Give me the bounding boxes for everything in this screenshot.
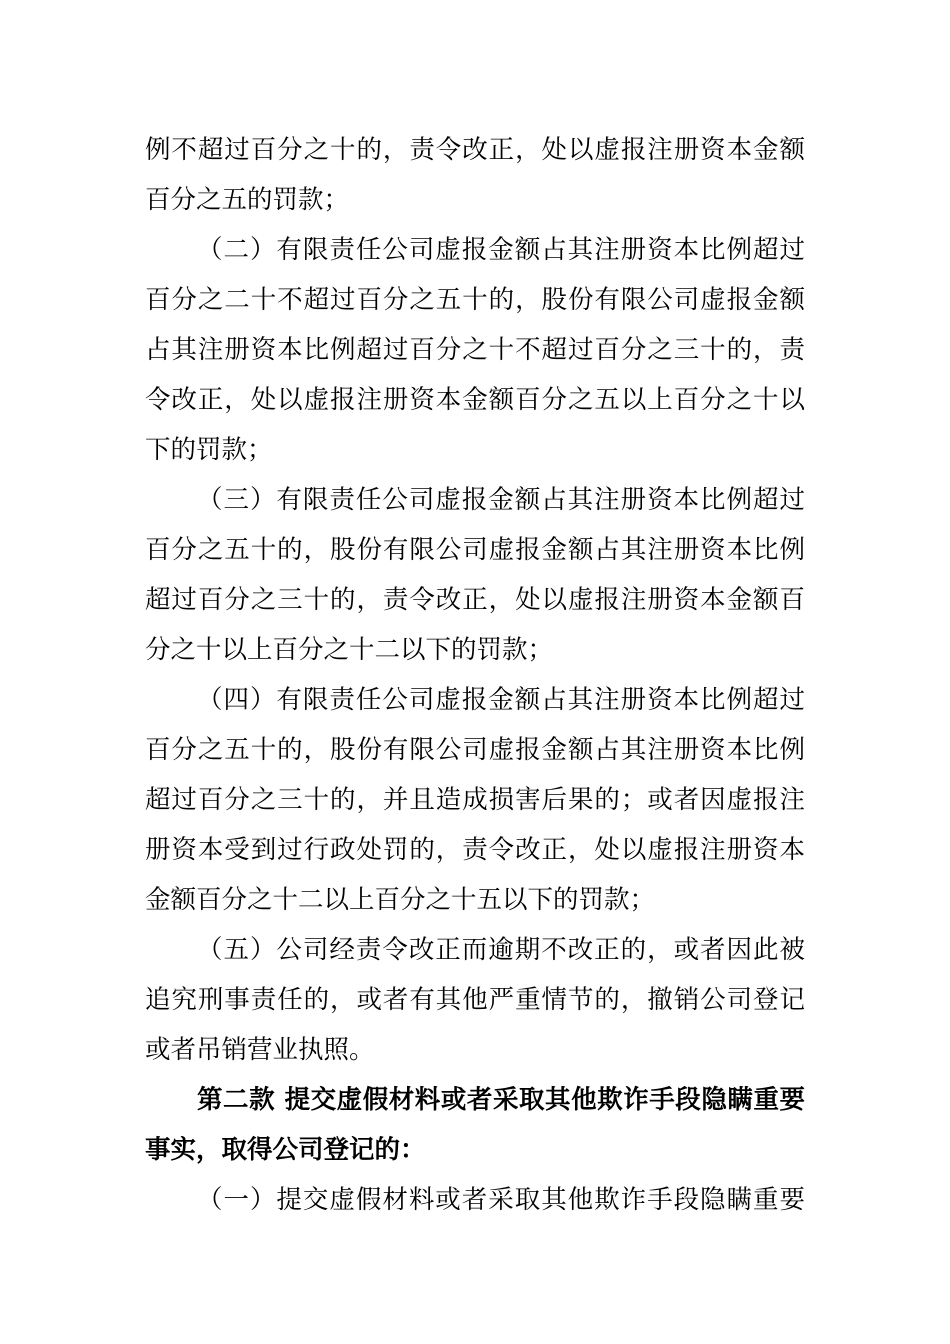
text-line: 或者吊销营业执照。: [145, 1035, 375, 1065]
text-line: 下的罚款；: [145, 435, 273, 465]
paragraph: [145, 475, 805, 675]
text-line: 册资本受到过行政处罚的，责令改正，处以虚报注册资本: [145, 835, 805, 865]
text-line: 第二款 提交虚假材料或者采取其他欺诈手段隐瞒重要: [197, 1085, 805, 1115]
paragraph: [145, 225, 805, 475]
text-line: 百分之二十不超过百分之五十的，股份有限公司虚报金额: [145, 285, 805, 315]
paragraph: [145, 675, 805, 925]
text-line: 百分之五十的，股份有限公司虚报金额占其注册资本比例: [145, 535, 805, 565]
text-line: 追究刑事责任的，或者有其他严重情节的，撤销公司登记: [145, 985, 805, 1015]
paragraph: [145, 925, 805, 1075]
text-line: 百分之五十的，股份有限公司虚报金额占其注册资本比例: [145, 735, 805, 765]
text-line: 金额百分之十二以上百分之十五以下的罚款；: [145, 885, 656, 915]
text-line: 超过百分之三十的，并且造成损害后果的；或者因虚报注: [145, 785, 805, 815]
text-line: （二）有限责任公司虚报金额占其注册资本比例超过: [197, 235, 805, 265]
document-body: [145, 125, 805, 1225]
text-line: 分之十以上百分之十二以下的罚款；: [145, 635, 554, 665]
text-line: 事实，取得公司登记的：: [145, 1135, 426, 1165]
text-line: 例不超过百分之十的，责令改正，处以虚报注册资本金额: [145, 135, 805, 165]
text-line: 百分之五的罚款；: [145, 185, 350, 215]
paragraph: [145, 1175, 805, 1225]
section-heading: [145, 1075, 805, 1175]
text-line: （五）公司经责令改正而逾期不改正的，或者因此被: [197, 935, 805, 965]
text-line: 令改正，处以虚报注册资本金额百分之五以上百分之十以: [145, 385, 805, 415]
text-line: （四）有限责任公司虚报金额占其注册资本比例超过: [197, 685, 805, 715]
text-line: 超过百分之三十的，责令改正，处以虚报注册资本金额百: [145, 585, 805, 615]
text-line: （三）有限责任公司虚报金额占其注册资本比例超过: [197, 485, 805, 515]
text-line: （一）提交虚假材料或者采取其他欺诈手段隐瞒重要: [197, 1185, 805, 1215]
paragraph: [145, 125, 805, 225]
text-line: 占其注册资本比例超过百分之十不超过百分之三十的，责: [145, 335, 805, 365]
